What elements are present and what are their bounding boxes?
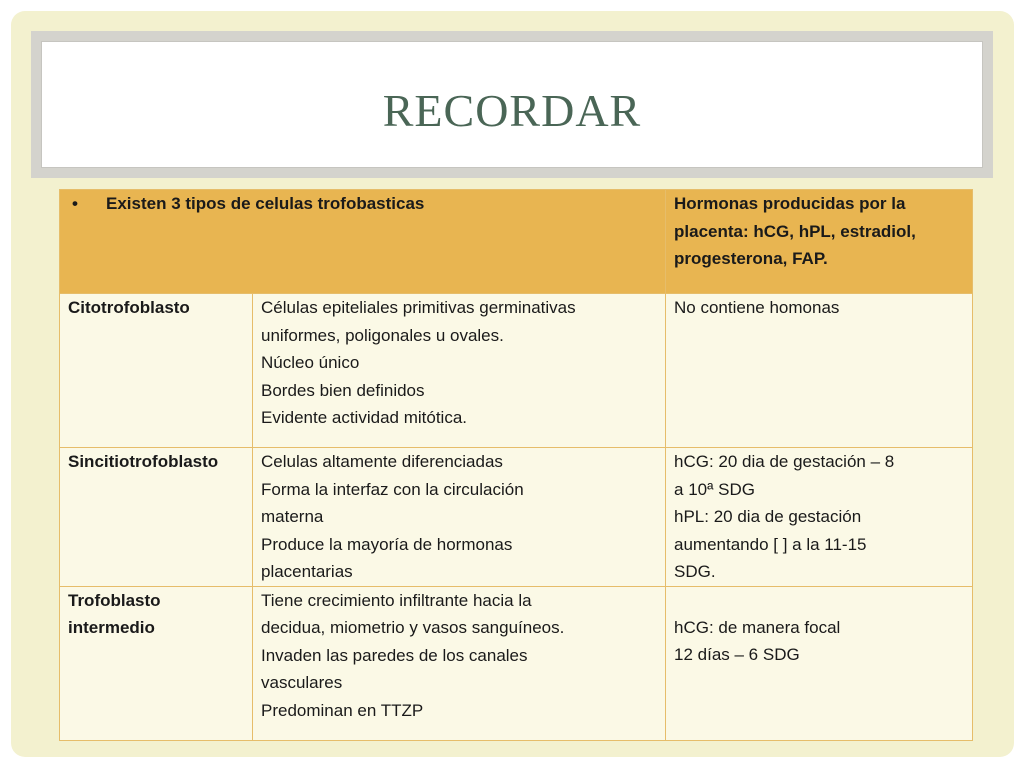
- hormone-line: SDG.: [674, 562, 716, 581]
- description-line: Bordes bien definidos: [261, 380, 425, 400]
- hormone-line: hCG: de manera focal: [674, 617, 841, 637]
- slide-title: RECORDAR: [382, 85, 642, 136]
- header-left-text: Existen 3 tipos de celulas trofobasticas: [106, 194, 425, 213]
- header-left-cell: [60, 190, 666, 294]
- row-label-cell: [60, 586, 253, 740]
- table-row: [60, 586, 973, 740]
- description-line: Predominan en TTZP: [261, 700, 424, 720]
- description-line: placentarias: [261, 562, 353, 581]
- row-hormones-cell: [666, 448, 973, 587]
- table-row: [60, 294, 973, 448]
- hormone-line: hPL: 20 dia de gestación: [674, 507, 862, 526]
- description-line: Tiene crecimiento infiltrante hacia la: [261, 590, 532, 610]
- description-line: materna: [261, 507, 324, 526]
- row-label-cell: [60, 294, 253, 448]
- hormone-line: 12 días – 6 SDG: [674, 645, 800, 664]
- hormone-line: aumentando [ ] a la 11-15: [674, 534, 867, 554]
- row-label-line: Sincitiotrofoblasto: [68, 452, 219, 471]
- row-label-line: Trofoblasto: [68, 590, 161, 610]
- description-line: Evidente actividad mitótica.: [261, 408, 467, 427]
- description-line: Invaden las paredes de los canales: [261, 645, 528, 665]
- title-inner: [41, 41, 983, 168]
- row-hormones-cell: [666, 294, 973, 448]
- table-header-row: [60, 190, 973, 294]
- hormone-line: hCG: 20 dia de gestación – 8: [674, 452, 895, 471]
- row-label-cell: [60, 448, 253, 587]
- row-hormones-cell: [666, 586, 973, 740]
- description-line: vasculares: [261, 673, 343, 692]
- description-line: Células epiteliales primitivas germinativas: [261, 298, 576, 317]
- bullet-icon: •: [72, 194, 78, 213]
- description-line: decidua, miometrio y vasos sanguíneos.: [261, 618, 565, 637]
- hormone-line: No contiene homonas: [674, 298, 840, 317]
- row-label-line: Citotrofoblasto: [68, 298, 190, 317]
- trophoblast-table: [59, 189, 973, 741]
- description-line: Produce la mayoría de hormonas: [261, 534, 513, 554]
- row-description-cell: [253, 448, 666, 587]
- title-box: [31, 31, 993, 178]
- description-line: Núcleo único: [261, 353, 360, 372]
- row-description-cell: [253, 586, 666, 740]
- row-label-line: intermedio: [68, 618, 155, 637]
- hormone-line: a 10ª SDG: [674, 479, 755, 499]
- description-line: uniformes, poligonales u ovales.: [261, 325, 504, 345]
- description-line: Celulas altamente diferenciadas: [261, 452, 503, 471]
- row-description-cell: [253, 294, 666, 448]
- table-row: [60, 448, 973, 587]
- description-line: Forma la interfaz con la circulación: [261, 479, 524, 499]
- header-right-cell: Hormonas producidas por la placenta: hCG, hPL, estradiol, progesterona, FAP.: [666, 190, 973, 294]
